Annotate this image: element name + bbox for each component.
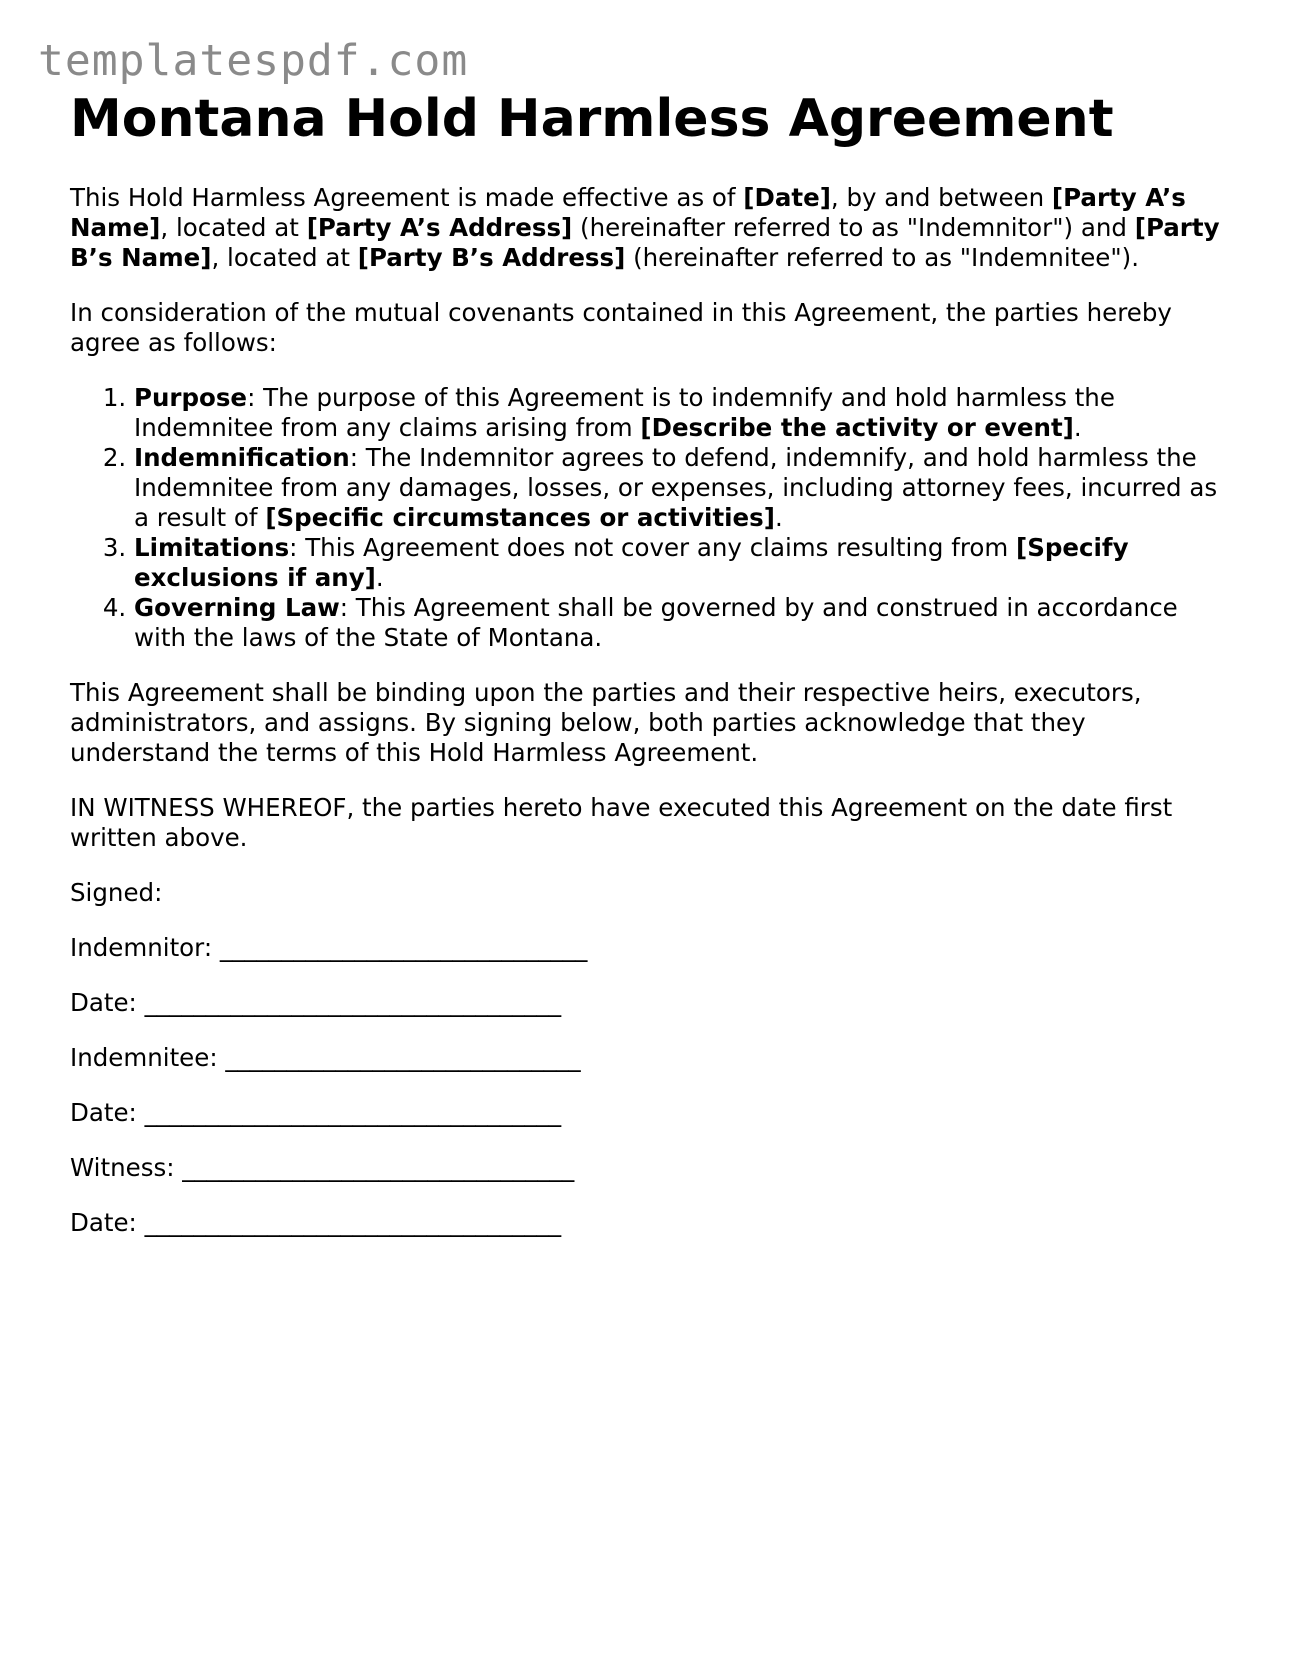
clause-governing-law (134, 593, 1230, 653)
clause-limitations (134, 533, 1230, 593)
party-b-address-placeholder: [Party B’s Address] (357, 243, 626, 272)
intro-text: , located at (160, 213, 307, 242)
clause-end: . (375, 563, 384, 592)
document-body (70, 183, 1230, 1263)
intro-text: , located at (211, 243, 358, 272)
intro-text: (hereinafter referred to as "Indemnitor") and (572, 213, 1135, 242)
intro-paragraph (70, 183, 1230, 273)
clause-heading: Indemnification (134, 443, 350, 472)
clause-end: . (1073, 413, 1082, 442)
indemnitor-signature-line[interactable]: Indemnitor: ______________________________ (70, 933, 588, 962)
party-a-address-placeholder: [Party A’s Address] (306, 213, 573, 242)
clause-placeholder: [Specific circumstances or activities] (265, 503, 775, 532)
witness-date-line[interactable]: Date: __________________________________ (70, 1208, 562, 1237)
clause-purpose (134, 383, 1230, 443)
intro-text: (hereinafter referred to as "Indemnitee"). (625, 243, 1139, 272)
party-b-name-placeholder: [Party B’s Name] (70, 213, 1220, 272)
clause-list (70, 383, 1230, 653)
clause-end: . (774, 503, 783, 532)
indemnitee-date-line[interactable]: Date: __________________________________ (70, 1098, 562, 1127)
clause-heading: Purpose (134, 383, 248, 412)
party-a-name-placeholder: [Party A’s Name] (70, 183, 1186, 242)
watermark-logo: templatespdf.com (38, 36, 469, 86)
document-title: Montana Hold Harmless Agreement (70, 89, 1114, 149)
signed-label: Signed: (70, 878, 163, 907)
clause-heading: Limitations (134, 533, 290, 562)
clause-text: : The purpose of this Agreement is to indemnify and hold harmless the Indemnitee from any claims arising from (134, 383, 1115, 442)
clause-text: : This Agreement does not cover any claims resulting from (289, 533, 1017, 562)
clause-indemnification (134, 443, 1230, 533)
clause-heading: Governing Law (134, 593, 340, 622)
intro-text: , by and between (830, 183, 1052, 212)
clause-placeholder: [Describe the activity or event] (640, 413, 1074, 442)
clause-placeholder: [Specify exclusions if any] (134, 533, 1129, 592)
date-placeholder: [Date] (743, 183, 831, 212)
intro-text: This Hold Harmless Agreement is made effective as of (70, 183, 744, 212)
witness-signature-line[interactable]: Witness: ________________________________ (70, 1153, 575, 1182)
consideration-paragraph: In consideration of the mutual covenants contained in this Agreement, the parties hereby agree as follows: (70, 298, 1172, 357)
indemnitee-signature-line[interactable]: Indemnitee: _____________________________ (70, 1043, 581, 1072)
clause-text: : This Agreement shall be governed by and construed in accordance with the laws of the State of Montana. (134, 593, 1178, 652)
clause-text: : The Indemnitor agrees to defend, indemnify, and hold harmless the Indemnitee from any damages, losses, or expenses, including attorney fees, incurred as a result of (134, 443, 1218, 532)
binding-paragraph: This Agreement shall be binding upon the parties and their respective heirs, executors, administrators, and assigns. By signing below, both parties acknowledge that they understand the terms of this Hold Harmless Agreement. (70, 678, 1142, 767)
indemnitor-date-line[interactable]: Date: __________________________________ (70, 988, 562, 1017)
witness-clause: IN WITNESS WHEREOF, the parties hereto have executed this Agreement on the date first written above. (70, 793, 1173, 852)
